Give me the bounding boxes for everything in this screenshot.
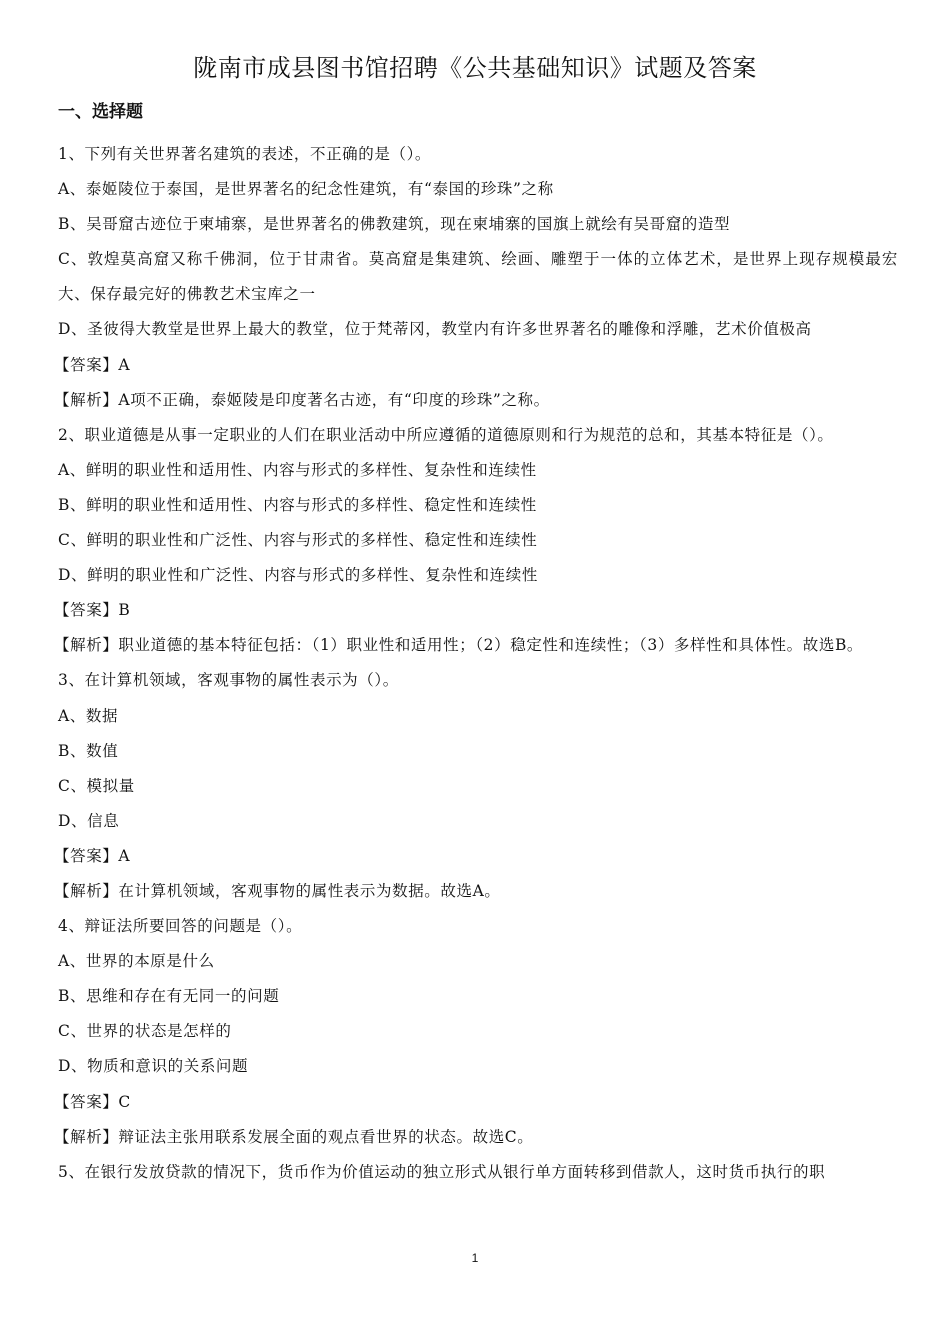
option-c: C、敦煌莫高窟又称千佛洞，位于甘肃省。莫高窟是集建筑、绘画、雕塑于一体的立体艺术，是世界上现存规模最宏大、保存最完好的佛教艺术宝库之一 bbox=[58, 250, 898, 304]
option-a: A、鲜明的职业性和适用性、内容与形式的多样性、复杂性和连续性 bbox=[58, 460, 537, 479]
option-b: B、鲜明的职业性和适用性、内容与形式的多样性、稳定性和连续性 bbox=[58, 495, 537, 514]
analysis: 【解析】辩证法主张用联系发展全面的观点看世界的状态。故选C。 bbox=[54, 1127, 534, 1146]
option-d: D、圣彼得大教堂是世界上最大的教堂，位于梵蒂冈，教堂内有许多世界著名的雕像和浮雕，艺术价值极高 bbox=[58, 320, 812, 339]
option-d: D、鲜明的职业性和广泛性、内容与形式的多样性、复杂性和连续性 bbox=[58, 566, 538, 585]
question-list bbox=[54, 137, 898, 1190]
page-number: 1 bbox=[471, 1251, 479, 1265]
analysis: 【解析】A项不正确，泰姬陵是印度著名古迹，有“印度的珍珠”之称。 bbox=[54, 390, 550, 409]
option-a: A、数据 bbox=[58, 706, 119, 725]
answer: 【答案】C bbox=[54, 1092, 131, 1111]
question-stem: 5、在银行发放贷款的情况下，货币作为价值运动的独立形式从银行单方面转移到借款人，这时货币执行的职 bbox=[58, 1162, 826, 1181]
question-stem: 4、辩证法所要回答的问题是（）。 bbox=[58, 917, 303, 936]
option-c: C、世界的状态是怎样的 bbox=[58, 1022, 232, 1041]
answer: 【答案】B bbox=[54, 601, 131, 620]
option-d: D、信息 bbox=[58, 811, 120, 830]
option-b: B、吴哥窟古迹位于柬埔寨，是世界著名的佛教建筑，现在柬埔寨的国旗上就绘有吴哥窟的造型 bbox=[58, 215, 731, 234]
option-c: C、鲜明的职业性和广泛性、内容与形式的多样性、稳定性和连续性 bbox=[58, 531, 538, 550]
analysis: 【解析】在计算机领域，客观事物的属性表示为数据。故选A。 bbox=[54, 881, 501, 900]
question-stem: 2、职业道德是从事一定职业的人们在职业活动中所应遵循的道德原则和行为规范的总和，其基本特征是（）。 bbox=[58, 425, 834, 444]
section-heading: 一、选择题 bbox=[58, 102, 143, 122]
document-title: 陇南市成县图书馆招聘《公共基础知识》试题及答案 bbox=[193, 54, 757, 82]
analysis: 【解析】职业道德的基本特征包括：（1）职业性和适用性；（2）稳定性和连续性；（3）多样性和具体性。故选B。 bbox=[54, 636, 864, 655]
option-b: B、思维和存在有无同一的问题 bbox=[58, 987, 280, 1006]
question-stem: 1、下列有关世界著名建筑的表述，不正确的是（）。 bbox=[58, 145, 432, 163]
answer: 【答案】A bbox=[54, 355, 131, 374]
answer: 【答案】A bbox=[54, 846, 131, 865]
option-a: A、泰姬陵位于泰国，是世界著名的纪念性建筑，有“泰国的珍珠”之称 bbox=[58, 180, 554, 199]
option-d: D、物质和意识的关系问题 bbox=[58, 1057, 249, 1076]
option-b: B、数值 bbox=[58, 741, 119, 760]
question-stem: 3、在计算机领域，客观事物的属性表示为（）。 bbox=[58, 671, 399, 690]
option-a: A、世界的本原是什么 bbox=[58, 952, 215, 971]
option-c: C、模拟量 bbox=[58, 776, 135, 795]
